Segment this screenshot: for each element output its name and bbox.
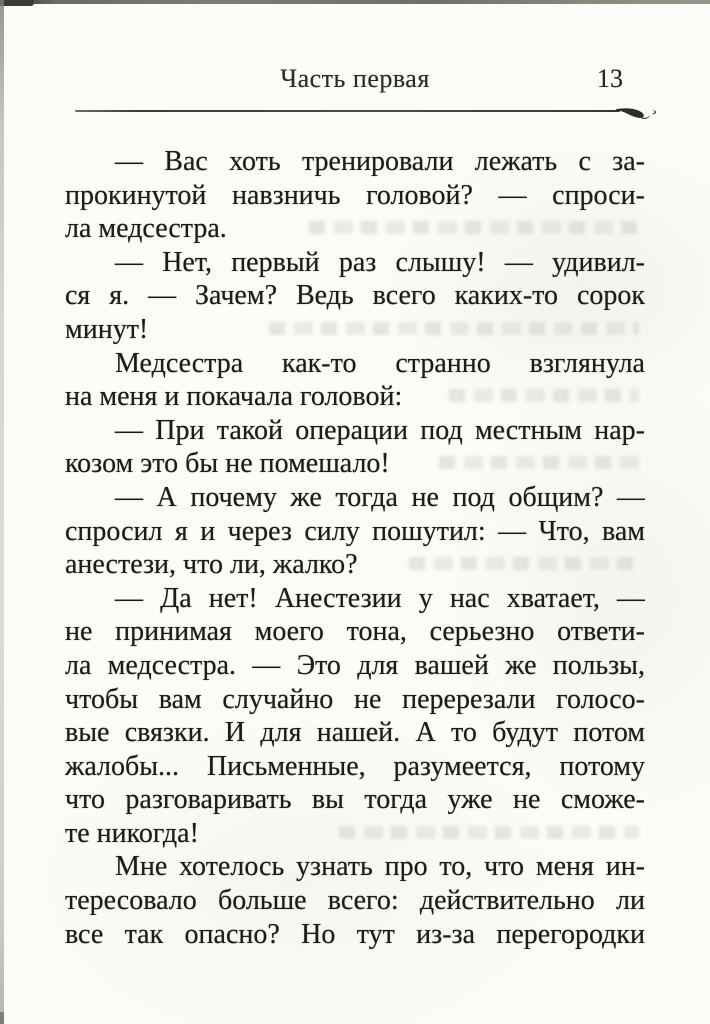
showthrough-artifact (439, 456, 639, 469)
text-line: все так опасно? Но тут из-за перегородки (65, 918, 645, 950)
showthrough-artifact (409, 557, 639, 570)
text-line: те никогда! (65, 817, 645, 851)
text-line: анестези, что ли, жалко? (65, 548, 645, 582)
text-line: — При такой операции под местным нар- (115, 414, 645, 446)
text-line: жалобы... Письменные, разумеется, потому (65, 750, 645, 782)
text-line: Мне хотелось узнать про то, что меня ин- (115, 851, 645, 883)
text-line: ся я. — Зачем? Ведь всего каких-то сорок (65, 280, 645, 312)
text-line: чтобы вам случайно не перерезали голосо- (65, 683, 645, 715)
text-line: — Вас хоть тренировали лежать с за- (115, 146, 645, 177)
text-line: ла медсестра. — Это для вашей же пользы, (65, 649, 645, 681)
text-line: вые связки. И для нашей. А то будут потом (65, 717, 645, 749)
text-line: не принимая моего тона, серьезно ответи- (65, 616, 645, 648)
text-line: — Нет, первый раз слышу! — удивил- (115, 246, 645, 278)
showthrough-artifact (339, 826, 639, 839)
text-line: козом это бы не помешало! (65, 447, 645, 481)
text-line: на меня и покачала головой: (65, 380, 645, 414)
text-line: что разговаривать вы тогда уже не сможе- (65, 784, 645, 816)
leaf-flourish-icon (616, 103, 658, 127)
text-line: тересовало больше всего: действительно ли (65, 885, 645, 917)
showthrough-artifact (449, 389, 639, 402)
scan-corner-mark (0, 1012, 4, 1024)
running-header (65, 64, 645, 98)
scan-left-edge (0, 0, 4, 1024)
text-line: спросил я и через силу пошутил: — Что, вам (65, 515, 645, 547)
showthrough-artifact (309, 221, 639, 234)
text-line: ла медсестра. (65, 212, 645, 246)
showthrough-artifact (269, 322, 639, 335)
text-line: прокинутой навзничь головой? — спроси- (65, 179, 645, 211)
header-rule (75, 110, 620, 112)
text-line: — А почему же тогда не под общим? — (115, 481, 645, 513)
page-body-text (65, 145, 645, 951)
page-number: 13 (597, 64, 623, 93)
scan-top-edge (0, 0, 710, 4)
text-line: Медсестра как-то странно взглянула (115, 347, 645, 379)
text-line: минут! (65, 313, 645, 347)
text-line: — Да нет! Анестезии у нас хватает, — (115, 582, 645, 614)
running-title: Часть первая (280, 64, 430, 93)
